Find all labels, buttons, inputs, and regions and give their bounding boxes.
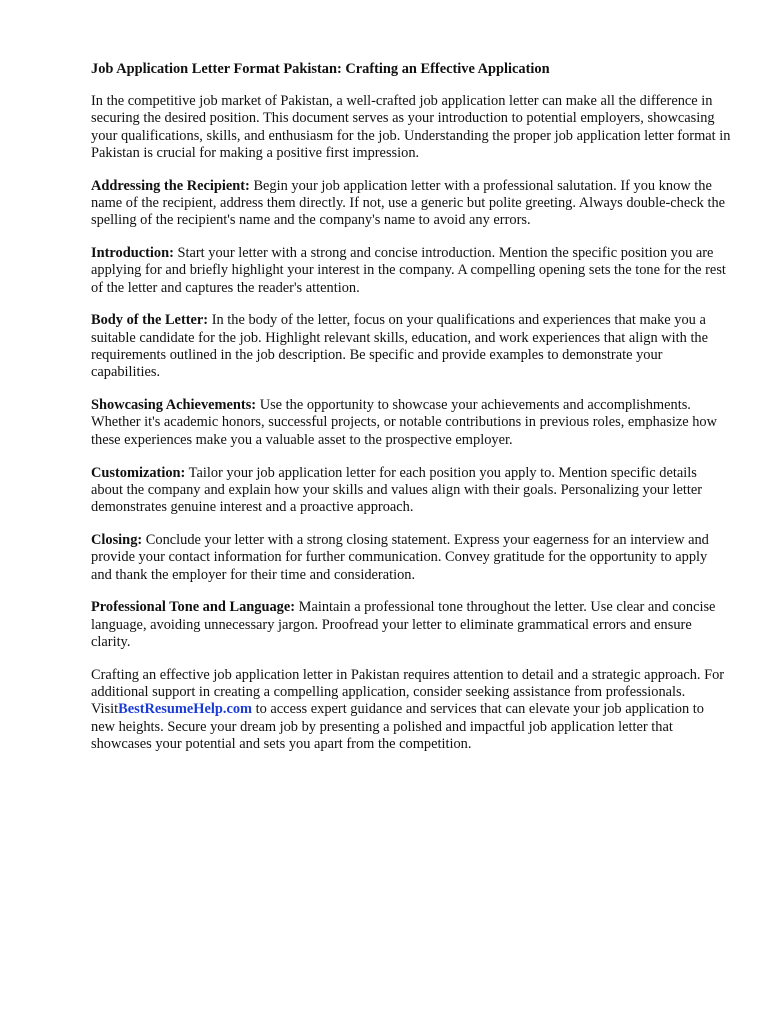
best-resume-help-link[interactable]: BestResumeHelp.com	[118, 701, 253, 718]
section-body-of-letter	[91, 312, 731, 381]
section-heading: Customization:	[91, 464, 186, 481]
section-text: Maintain a professional tone throughout the letter. Use clear and concise language, avoiding unnecessary jargon. Proofread your letter to eliminate grammatical errors and ensure clarity.	[91, 599, 716, 650]
section-text: Use the opportunity to showcase your achievements and accomplishments. Whether it's academic honors, successful projects, or notable contributions in previous roles, emphasize how these experiences make you a valuable asset to the prospective employer.	[91, 397, 718, 448]
conclusion-text-before: Crafting an effective job application letter in Pakistan requires attention to detail and a strategic approach. For additional support in creating a compelling application, consider seeking assistance from professionals. Visit	[91, 666, 725, 718]
section-text: Begin your job application letter with a professional salutation. If you know the name of the recipient, address them directly. If not, use a generic but polite greeting. Always double-check the spelling of the recipient's name and the company's name to avoid any errors.	[91, 177, 726, 229]
section-heading: Body of the Letter:	[91, 312, 209, 329]
document-page	[91, 60, 731, 769]
section-closing	[91, 532, 731, 584]
document-title: Job Application Letter Format Pakistan: Crafting an Effective Application	[91, 61, 550, 77]
conclusion-paragraph	[91, 667, 731, 753]
section-text: Tailor your job application letter for each position you apply to. Mention specific details about the company and explain how your skills and values align with their goals. Personalizing your letter demonstrates genuine interest and a proactive approach.	[91, 464, 703, 516]
section-introduction	[91, 245, 731, 297]
section-text: In the body of the letter, focus on your qualifications and experiences that make you a suitable candidate for the job. Highlight relevant skills, education, and work experiences that align with the requirements outlined in the job description. Be specific and provide examples to demonstrate your capabilities.	[91, 312, 709, 381]
section-text: Start your letter with a strong and concise introduction. Mention the specific position you are applying for and briefly highlight your interest in the company. A compelling opening sets the tone for the rest of the letter and captures the reader's attention.	[91, 245, 726, 296]
section-heading: Showcasing Achievements:	[91, 397, 257, 414]
section-heading: Introduction:	[91, 245, 174, 262]
section-text: Conclude your letter with a strong closing statement. Express your eagerness for an interview and provide your contact information for further communication. Convey gratitude for the opportunity to apply and thank the employer for their time and consideration.	[91, 531, 709, 583]
section-heading: Addressing the Recipient:	[91, 177, 250, 194]
section-addressing-recipient	[91, 178, 731, 230]
section-showcasing-achievements	[91, 397, 731, 449]
intro-paragraph: In the competitive job market of Pakistan, a well-crafted job application letter can make all the difference in securing the desired position. This document serves as your introduction to potential employers, showcasing your qualifications, skills, and enthusiasm for the job. Understanding the proper job application letter format in Pakistan is crucial for making a positive first impression.	[91, 93, 731, 161]
section-customization	[91, 465, 731, 517]
section-heading: Closing:	[91, 531, 143, 548]
section-heading: Professional Tone and Language:	[91, 599, 296, 616]
section-professional-tone	[91, 599, 731, 651]
conclusion-text-after: to access expert guidance and services that can elevate your job application to new heights. Secure your dream job by presenting a polished and impactful job application letter that showcases your potential and sets you apart from the competition.	[91, 701, 704, 752]
